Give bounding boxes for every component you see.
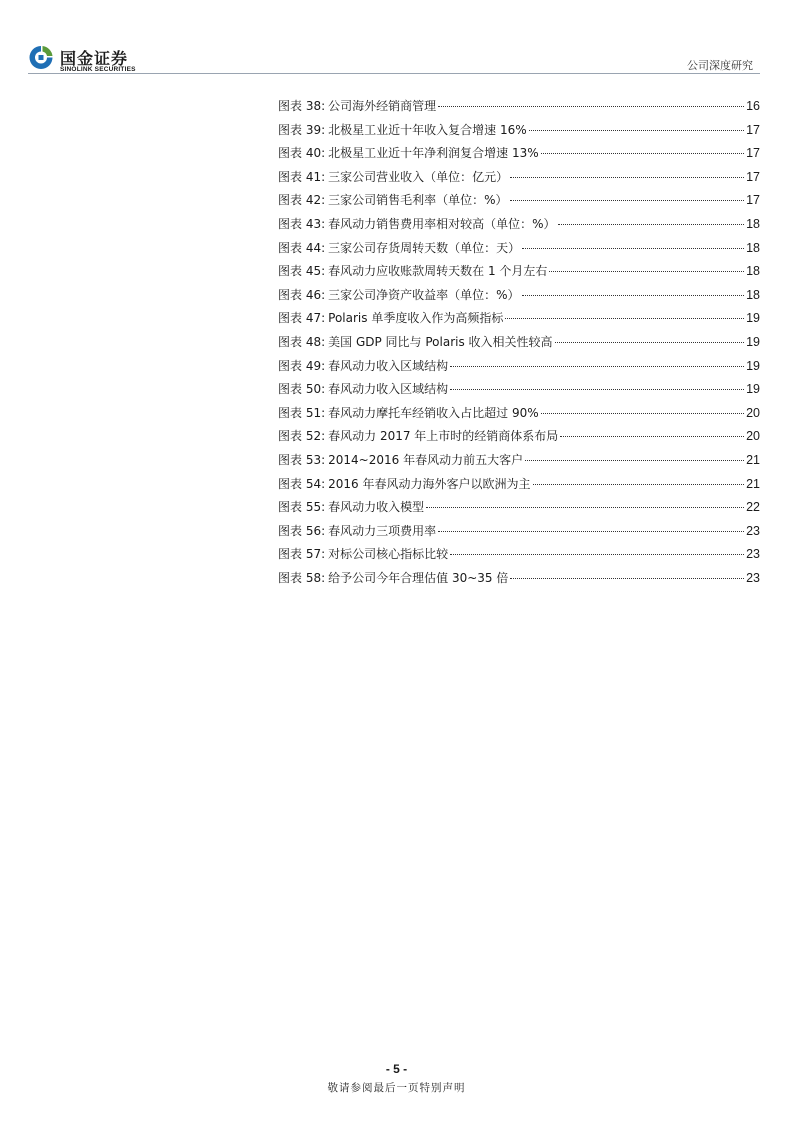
toc-entry[interactable] (278, 307, 760, 331)
toc-entry-page: 23 (746, 523, 760, 538)
toc-entry-title: 春风动力 2017 年上市时的经销商体系布局 (328, 429, 559, 444)
toc-entry-title: 春风动力三项费用率 (328, 523, 437, 538)
toc-entry-label: 图表 44: (278, 240, 326, 255)
toc-dot-leader (560, 436, 744, 437)
toc-dot-leader (450, 554, 744, 555)
toc-entry-page: 20 (746, 429, 760, 444)
toc-entry-page: 21 (746, 476, 760, 491)
toc-dot-leader (541, 413, 744, 414)
toc-entry-label: 图表 38: (278, 99, 326, 113)
toc-entry-title: 春风动力销售费用率相对较高（单位：%） (328, 216, 556, 231)
toc-entry[interactable] (278, 95, 760, 119)
toc-entry-label: 图表 42: (278, 193, 326, 208)
toc-entry[interactable] (278, 449, 760, 473)
toc-entry-title: 春风动力收入模型 (328, 500, 425, 515)
toc-entry-label: 图表 41: (278, 169, 326, 184)
toc-entry-page: 19 (746, 311, 760, 326)
toc-entry-label: 图表 52: (278, 429, 326, 444)
header-divider (28, 73, 760, 74)
toc-entry[interactable] (278, 402, 760, 426)
toc-entry-page: 23 (746, 547, 760, 562)
toc-dot-leader (426, 507, 744, 508)
toc-entry-title: 给予公司今年合理估值 30~35 倍 (328, 570, 509, 585)
toc-entry-page: 17 (746, 122, 760, 137)
toc-entry-title: 三家公司存货周转天数（单位：天） (328, 240, 521, 255)
toc-entry-title: 春风动力摩托车经销收入占比超过 90% (328, 405, 539, 420)
toc-entry[interactable] (278, 213, 760, 237)
toc-dot-leader (541, 153, 744, 154)
toc-dot-leader (438, 531, 744, 532)
page-number: - 5 - (385, 1062, 408, 1076)
toc-entry[interactable] (278, 331, 760, 355)
toc-entry-page: 18 (746, 240, 760, 255)
toc-entry-title: 对标公司核心指标比较 (328, 547, 449, 562)
toc-entry-title: 三家公司销售毛利率（单位：%） (328, 193, 508, 208)
toc-entry-label: 图表 54: (278, 476, 326, 491)
toc-entry[interactable] (278, 378, 760, 402)
toc-entry-title: 美国 GDP 同比与 Polaris 收入相关性较高 (328, 334, 553, 349)
toc-dot-leader (529, 130, 744, 131)
toc-entry-page: 23 (746, 570, 760, 585)
toc-entry[interactable] (278, 425, 760, 449)
toc-entry-label: 图表 40: (278, 146, 326, 161)
toc-entry-label: 图表 51: (278, 405, 326, 420)
page-header (0, 0, 793, 80)
toc-entry-page: 19 (746, 334, 760, 349)
toc-entry-label: 图表 55: (278, 500, 326, 515)
toc-entry-title: 春风动力收入区域结构 (328, 358, 449, 373)
toc-dot-leader (510, 200, 745, 201)
toc-entry[interactable] (278, 543, 760, 567)
toc-entry-label: 图表 46: (278, 287, 326, 302)
toc-entry-page: 21 (746, 452, 760, 467)
toc-dot-leader (450, 389, 744, 390)
toc-entry-page: 18 (746, 264, 760, 279)
toc-entry-title: 三家公司营业收入（单位：亿元） (328, 169, 509, 184)
toc-dot-leader (522, 248, 744, 249)
toc-entry[interactable] (278, 496, 760, 520)
toc-entry-label: 图表 47: (278, 311, 326, 326)
toc-entry-label: 图表 57: (278, 547, 326, 562)
toc-entry-title: 公司海外经销商管理 (328, 99, 437, 113)
toc-entry[interactable] (278, 284, 760, 308)
toc-entry-label: 图表 56: (278, 523, 326, 538)
toc-dot-leader (505, 318, 744, 319)
toc-entry[interactable] (278, 166, 760, 190)
toc-entry-title: Polaris 单季度收入作为高频指标 (328, 311, 504, 326)
toc-entry[interactable] (278, 355, 760, 379)
toc-dot-leader (549, 271, 744, 272)
toc-entry-page: 19 (746, 382, 760, 397)
toc-entry-label: 图表 50: (278, 382, 326, 397)
toc-entry-label: 图表 49: (278, 358, 326, 373)
toc-entry[interactable] (278, 567, 760, 591)
toc-entry-page: 18 (746, 287, 760, 302)
toc-entry[interactable] (278, 237, 760, 261)
toc-entry-label: 图表 58: (278, 570, 326, 585)
toc-entry-label: 图表 43: (278, 216, 326, 231)
toc-dot-leader (558, 224, 745, 225)
toc-entry-title: 春风动力收入区域结构 (328, 382, 449, 397)
toc-dot-leader (533, 484, 745, 485)
toc-entry-page: 18 (746, 216, 760, 231)
toc-dot-leader (438, 106, 744, 107)
toc-entry-page: 17 (746, 193, 760, 208)
toc-dot-leader (510, 578, 744, 579)
toc-dot-leader (555, 342, 745, 343)
toc-entry[interactable] (278, 142, 760, 166)
toc-entry-label: 图表 45: (278, 264, 326, 279)
toc-entry[interactable] (278, 189, 760, 213)
toc-entry-title: 2016 年春风动力海外客户以欧洲为主 (328, 476, 531, 491)
toc-dot-leader (525, 460, 744, 461)
toc-dot-leader (510, 177, 744, 178)
toc-entry-title: 三家公司净资产收益率（单位：%） (328, 287, 520, 302)
brand-name-en: SINOLINK SECURITIES (60, 66, 136, 73)
toc-entry-page: 20 (746, 405, 760, 420)
toc-entry-label: 图表 53: (278, 452, 326, 467)
sinolink-logo-icon (28, 44, 54, 72)
toc-entry-title: 2014~2016 年春风动力前五大客户 (328, 452, 524, 467)
toc-entry-page: 19 (746, 358, 760, 373)
toc-dot-leader (522, 295, 745, 296)
toc-entry-page: 16 (746, 99, 760, 113)
toc-entry-page: 17 (746, 169, 760, 184)
toc-entry-title: 春风动力应收账款周转天数在 1 个月左右 (328, 264, 548, 279)
toc-entry-label: 图表 39: (278, 122, 326, 137)
toc-dot-leader (450, 366, 744, 367)
toc-entry[interactable] (278, 260, 760, 284)
toc-entry-page: 17 (746, 146, 760, 161)
figure-list (278, 95, 760, 590)
toc-entry[interactable] (278, 119, 760, 143)
toc-entry-label: 图表 48: (278, 334, 326, 349)
toc-entry[interactable] (278, 473, 760, 497)
toc-entry-title: 北极星工业近十年净利润复合增速 13% (328, 146, 539, 161)
disclaimer-note: 敬请参阅最后一页特别声明 (327, 1082, 466, 1094)
toc-entry[interactable] (278, 520, 760, 544)
document-type: 公司深度研究 (687, 59, 753, 72)
toc-entry-title: 北极星工业近十年收入复合增速 16% (328, 122, 527, 137)
toc-entry-page: 22 (746, 500, 760, 515)
brand-name-cn: 国金证券 (60, 49, 129, 68)
